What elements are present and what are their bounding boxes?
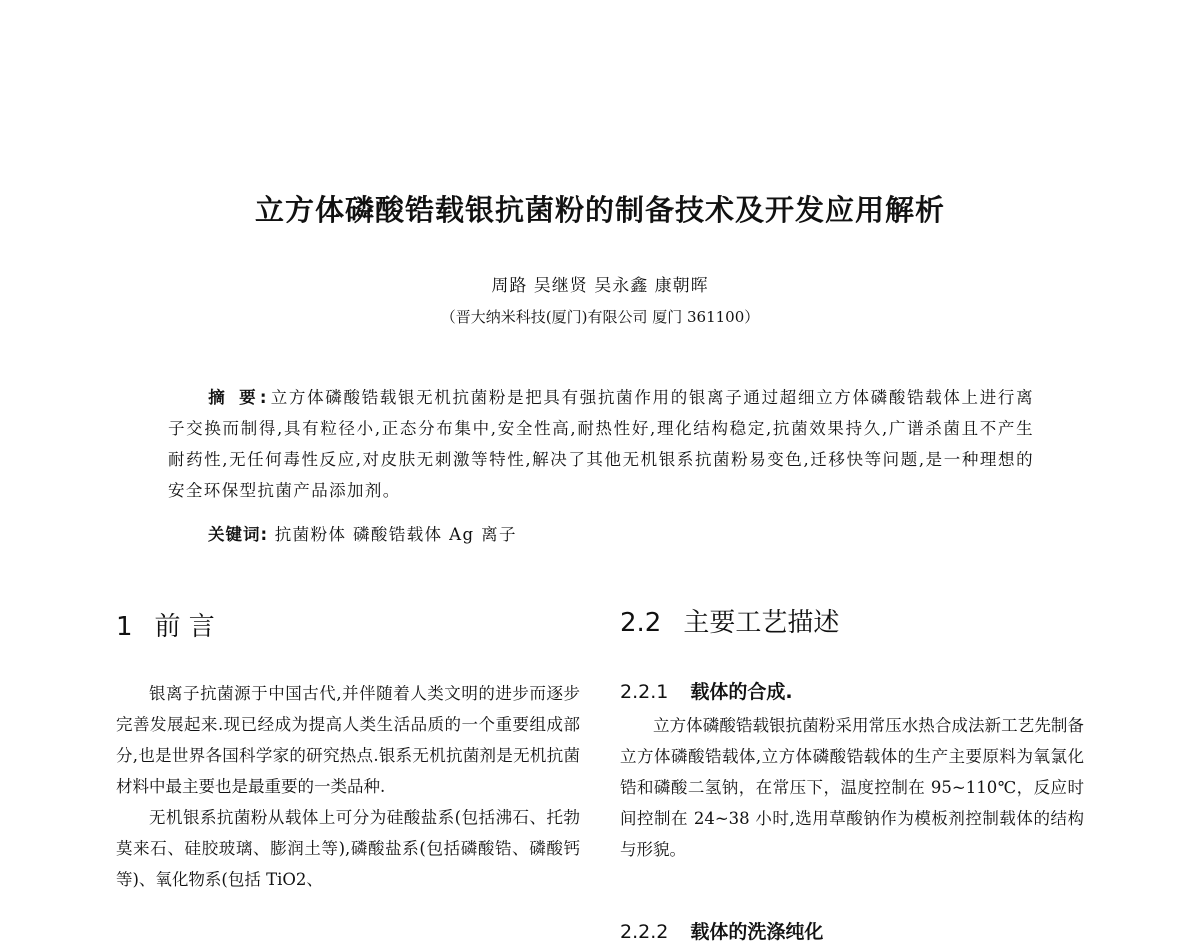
section-2-2-2-title: 载体的洗涤纯化 [690,921,824,943]
section-1-paragraph-1: 银离子抗菌源于中国古代,并伴随着人类文明的进步而逐步完善发展起来.现已经成为提高人类生活品质的一个重要组成部分,也是世界各国科学家的研究热点.银系无机抗菌剂是无机抗菌材料中最主要也是最重要的一类品种. [116,684,580,796]
section-1-heading [116,610,215,644]
right-column [620,710,1084,865]
abstract-label: 摘 要: [208,388,271,407]
section-2-2-heading [620,606,839,640]
keywords-label: 关键词: [208,525,269,544]
section-1-title: 前 言 [154,612,215,642]
section-2-2-1-heading [620,678,793,706]
section-2-2-1-paragraph: 立方体磷酸锆载银抗菌粉采用常压水热合成法新工艺先制备立方体磷酸锆载体,立方体磷酸锆载体的生产主要原料为氧氯化锆和磷酸二氢钠，在常压下，温度控制在 95~110℃，反应时间控制在 24~38 小时,选用草酸钠作为模板剂控制载体的结构与形貌。 [620,716,1084,859]
author-list: 周路 吴继贤 吴永鑫 康朝晖 [491,276,709,296]
keywords [208,522,517,548]
section-2-2-number: 2.2 [620,608,662,638]
left-column [116,678,580,895]
paper-title: 立方体磷酸锆载银抗菌粉的制备技术及开发应用解析 [254,193,945,227]
section-2-2-1-number: 2.2.1 [620,681,669,703]
section-1-number: 1 [116,612,133,642]
section-1-paragraph-2: 无机银系抗菌粉从载体上可分为硅酸盐系(包括沸石、托勃莫来石、硅胶玻璃、膨润土等),磷酸盐系(包括磷酸锆、磷酸钙等)、氧化物系(包括 TiO2、 [116,808,580,889]
section-2-2-2-heading [620,918,823,946]
section-2-2-2-number: 2.2.2 [620,921,669,943]
abstract-text: 立方体磷酸锆载银无机抗菌粉是把具有强抗菌作用的银离子通过超细立方体磷酸锆载体上进行离子交换而制得,具有粒径小,正态分布集中,安全性高,耐热性好,理化结构稳定,抗菌效果持久,广谱杀菌且不产生耐药性,无任何毒性反应,对皮肤无刺激等特性,解决了其他无机银系抗菌粉易变色,迁移快等问题,是一种理想的安全环保型抗菌产品添加剂。 [168,388,1034,500]
abstract [168,382,1034,506]
affiliation: （晋大纳米科技(厦门)有限公司 厦门 361100） [440,308,760,326]
keywords-text: 抗菌粉体 磷酸锆载体 Ag 离子 [274,525,517,544]
section-2-2-1-title: 载体的合成. [690,681,793,703]
section-2-2-title: 主要工艺描述 [683,608,840,638]
